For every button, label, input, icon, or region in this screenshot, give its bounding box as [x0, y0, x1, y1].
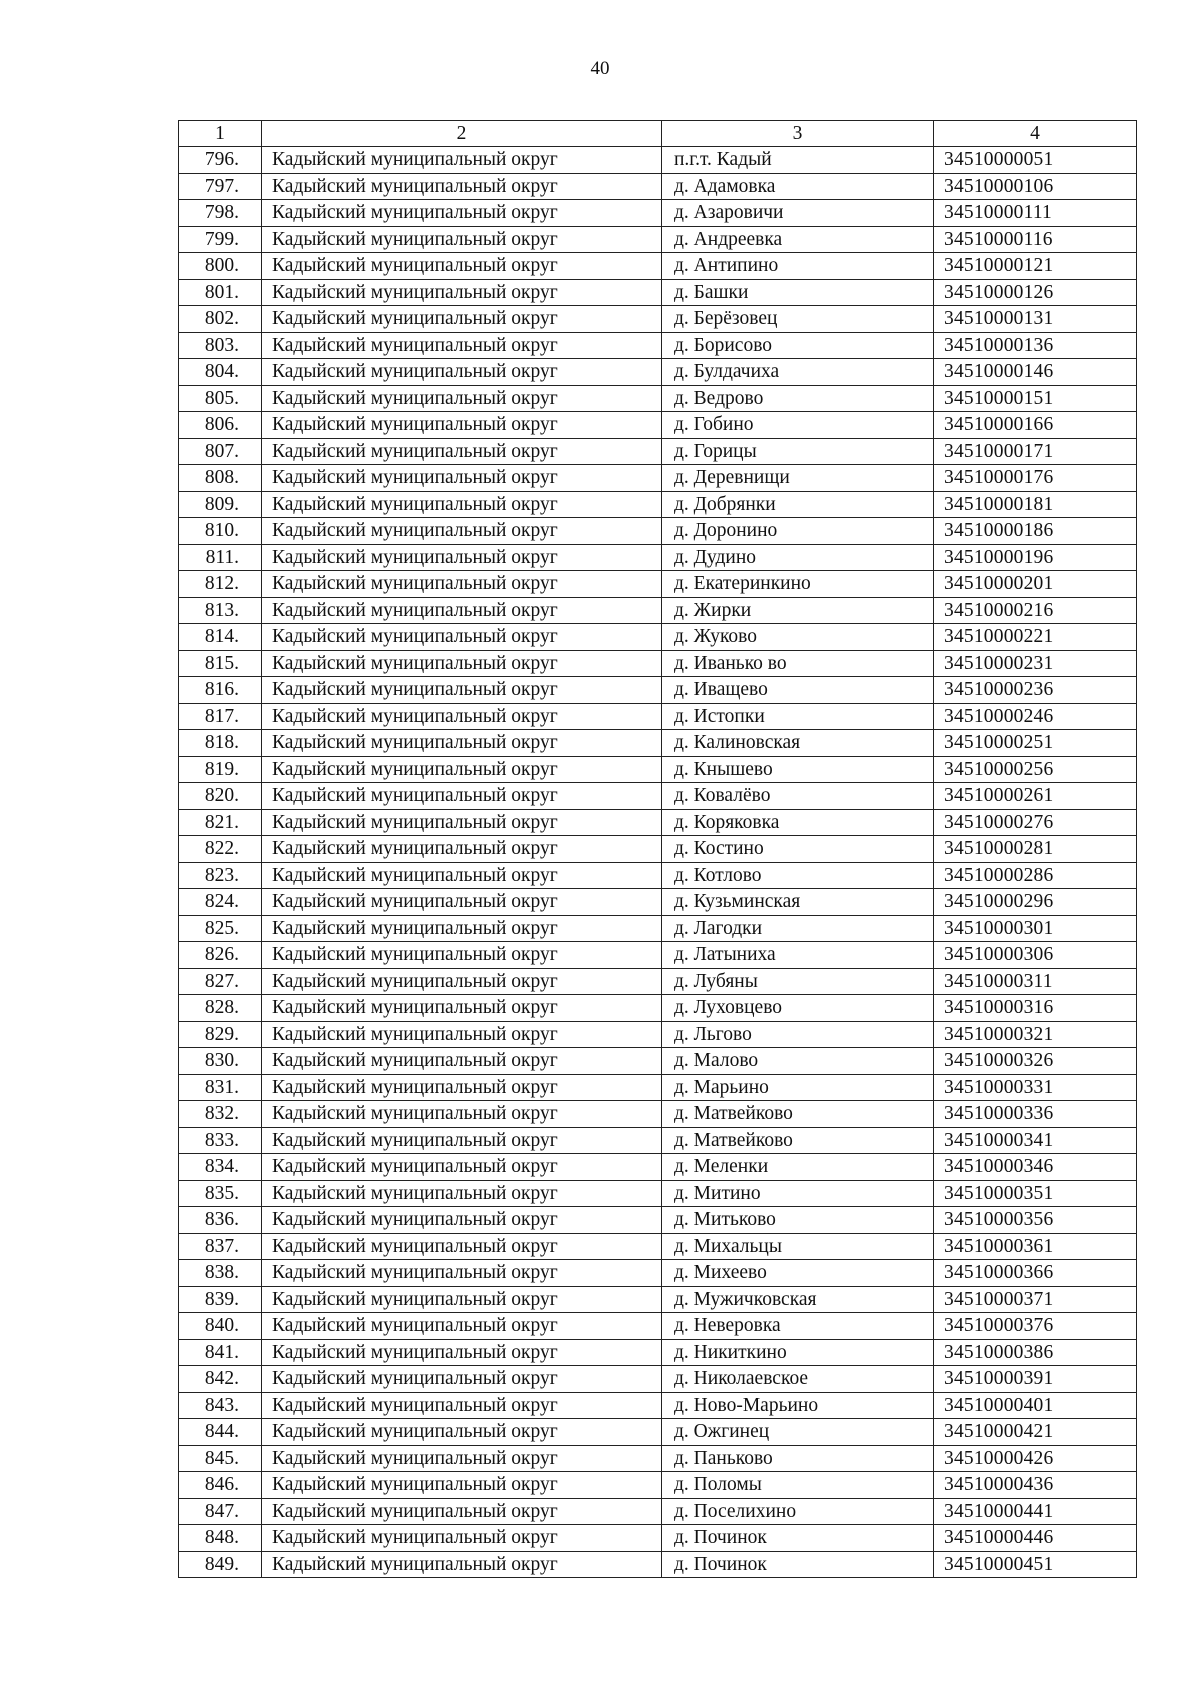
code-cell: 34510000301	[934, 915, 1137, 942]
table-row	[179, 253, 1137, 280]
district-cell: Кадыйский муниципальный округ	[262, 597, 662, 624]
row-number-cell: 845.	[179, 1445, 262, 1472]
table-row	[179, 1419, 1137, 1446]
table-row	[179, 1260, 1137, 1287]
row-number-cell: 838.	[179, 1260, 262, 1287]
settlement-cell: д. Мужичковская	[662, 1286, 934, 1313]
row-number-cell: 817.	[179, 703, 262, 730]
code-cell: 34510000401	[934, 1392, 1137, 1419]
row-number-cell: 808.	[179, 465, 262, 492]
district-cell: Кадыйский муниципальный округ	[262, 783, 662, 810]
row-number-cell: 810.	[179, 518, 262, 545]
table-row	[179, 359, 1137, 386]
row-number-cell: 813.	[179, 597, 262, 624]
district-cell: Кадыйский муниципальный округ	[262, 1525, 662, 1552]
settlement-cell: д. Коряковка	[662, 809, 934, 836]
settlement-cell: д. Латыниха	[662, 942, 934, 969]
header-cell-code: 4	[934, 121, 1137, 147]
row-number-cell: 816.	[179, 677, 262, 704]
settlement-cell: д. Михеево	[662, 1260, 934, 1287]
table-row	[179, 624, 1137, 651]
district-cell: Кадыйский муниципальный округ	[262, 1101, 662, 1128]
table-row	[179, 571, 1137, 598]
table-row	[179, 1525, 1137, 1552]
row-number-cell: 804.	[179, 359, 262, 386]
settlement-cell: д. Булдачиха	[662, 359, 934, 386]
settlement-cell: д. Матвейково	[662, 1127, 934, 1154]
code-cell: 34510000436	[934, 1472, 1137, 1499]
district-cell: Кадыйский муниципальный округ	[262, 809, 662, 836]
settlement-cell: д. Жуково	[662, 624, 934, 651]
table-row	[179, 491, 1137, 518]
code-cell: 34510000231	[934, 650, 1137, 677]
district-cell: Кадыйский муниципальный округ	[262, 1260, 662, 1287]
table-row	[179, 650, 1137, 677]
district-cell: Кадыйский муниципальный округ	[262, 1339, 662, 1366]
district-cell: Кадыйский муниципальный округ	[262, 889, 662, 916]
district-cell: Кадыйский муниципальный округ	[262, 306, 662, 333]
district-cell: Кадыйский муниципальный округ	[262, 1392, 662, 1419]
settlement-cell: д. Ковалёво	[662, 783, 934, 810]
code-cell: 34510000261	[934, 783, 1137, 810]
table-row	[179, 915, 1137, 942]
header-cell-district: 2	[262, 121, 662, 147]
row-number-cell: 823.	[179, 862, 262, 889]
district-cell: Кадыйский муниципальный округ	[262, 624, 662, 651]
row-number-cell: 801.	[179, 279, 262, 306]
row-number-cell: 839.	[179, 1286, 262, 1313]
code-cell: 34510000421	[934, 1419, 1137, 1446]
settlement-cell: д. Берёзовец	[662, 306, 934, 333]
table-row	[179, 1180, 1137, 1207]
settlement-cell: д. Борисово	[662, 332, 934, 359]
table-row	[179, 385, 1137, 412]
district-cell: Кадыйский муниципальный округ	[262, 730, 662, 757]
district-cell: Кадыйский муниципальный округ	[262, 359, 662, 386]
code-cell: 34510000106	[934, 173, 1137, 200]
settlement-cell: д. Котлово	[662, 862, 934, 889]
table-row	[179, 332, 1137, 359]
row-number-cell: 820.	[179, 783, 262, 810]
code-cell: 34510000196	[934, 544, 1137, 571]
row-number-cell: 824.	[179, 889, 262, 916]
code-cell: 34510000346	[934, 1154, 1137, 1181]
page-number: 40	[590, 58, 610, 79]
settlement-cell: д. Митино	[662, 1180, 934, 1207]
settlement-cell: д. Починок	[662, 1551, 934, 1578]
code-cell: 34510000281	[934, 836, 1137, 863]
code-cell: 34510000131	[934, 306, 1137, 333]
row-number-cell: 841.	[179, 1339, 262, 1366]
code-cell: 34510000176	[934, 465, 1137, 492]
settlement-cell: д. Лубяны	[662, 968, 934, 995]
row-number-cell: 832.	[179, 1101, 262, 1128]
settlement-cell: д. Истопки	[662, 703, 934, 730]
code-cell: 34510000326	[934, 1048, 1137, 1075]
code-cell: 34510000221	[934, 624, 1137, 651]
settlement-cell: д. Льгово	[662, 1021, 934, 1048]
code-cell: 34510000051	[934, 147, 1137, 174]
row-number-cell: 811.	[179, 544, 262, 571]
settlement-cell: д. Митьково	[662, 1207, 934, 1234]
settlement-cell: д. Андреевка	[662, 226, 934, 253]
row-number-cell: 806.	[179, 412, 262, 439]
table-row	[179, 147, 1137, 174]
code-cell: 34510000151	[934, 385, 1137, 412]
table-header-row	[179, 121, 1137, 147]
district-cell: Кадыйский муниципальный округ	[262, 438, 662, 465]
code-cell: 34510000391	[934, 1366, 1137, 1393]
district-cell: Кадыйский муниципальный округ	[262, 1366, 662, 1393]
code-cell: 34510000356	[934, 1207, 1137, 1234]
settlement-cell: д. Лагодки	[662, 915, 934, 942]
row-number-cell: 830.	[179, 1048, 262, 1075]
header-cell-settlement: 3	[662, 121, 934, 147]
settlement-cell: д. Ожгинец	[662, 1419, 934, 1446]
table-row	[179, 279, 1137, 306]
district-cell: Кадыйский муниципальный округ	[262, 279, 662, 306]
table-row	[179, 1233, 1137, 1260]
row-number-cell: 796.	[179, 147, 262, 174]
code-cell: 34510000311	[934, 968, 1137, 995]
row-number-cell: 815.	[179, 650, 262, 677]
row-number-cell: 819.	[179, 756, 262, 783]
table-row	[179, 677, 1137, 704]
code-cell: 34510000316	[934, 995, 1137, 1022]
row-number-cell: 847.	[179, 1498, 262, 1525]
settlement-cell: д. Иващево	[662, 677, 934, 704]
district-cell: Кадыйский муниципальный округ	[262, 703, 662, 730]
settlement-cell: д. Добрянки	[662, 491, 934, 518]
row-number-cell: 842.	[179, 1366, 262, 1393]
code-cell: 34510000166	[934, 412, 1137, 439]
code-cell: 34510000286	[934, 862, 1137, 889]
row-number-cell: 802.	[179, 306, 262, 333]
code-cell: 34510000386	[934, 1339, 1137, 1366]
district-cell: Кадыйский муниципальный округ	[262, 1419, 662, 1446]
table-row	[179, 1207, 1137, 1234]
district-cell: Кадыйский муниципальный округ	[262, 862, 662, 889]
code-cell: 34510000361	[934, 1233, 1137, 1260]
district-cell: Кадыйский муниципальный округ	[262, 465, 662, 492]
code-cell: 34510000376	[934, 1313, 1137, 1340]
settlement-cell: д. Башки	[662, 279, 934, 306]
district-cell: Кадыйский муниципальный округ	[262, 1472, 662, 1499]
settlement-cell: д. Луховцево	[662, 995, 934, 1022]
settlement-cell: д. Горицы	[662, 438, 934, 465]
row-number-cell: 837.	[179, 1233, 262, 1260]
code-cell: 34510000446	[934, 1525, 1137, 1552]
row-number-cell: 814.	[179, 624, 262, 651]
district-cell: Кадыйский муниципальный округ	[262, 836, 662, 863]
settlement-cell: д. Екатеринкино	[662, 571, 934, 598]
table-row	[179, 226, 1137, 253]
code-cell: 34510000136	[934, 332, 1137, 359]
code-cell: 34510000371	[934, 1286, 1137, 1313]
table-row	[179, 836, 1137, 863]
district-cell: Кадыйский муниципальный округ	[262, 1286, 662, 1313]
row-number-cell: 798.	[179, 200, 262, 227]
row-number-cell: 821.	[179, 809, 262, 836]
district-cell: Кадыйский муниципальный округ	[262, 518, 662, 545]
district-cell: Кадыйский муниципальный округ	[262, 1048, 662, 1075]
district-cell: Кадыйский муниципальный округ	[262, 412, 662, 439]
row-number-cell: 800.	[179, 253, 262, 280]
district-cell: Кадыйский муниципальный округ	[262, 226, 662, 253]
district-cell: Кадыйский муниципальный округ	[262, 1313, 662, 1340]
row-number-cell: 803.	[179, 332, 262, 359]
row-number-cell: 831.	[179, 1074, 262, 1101]
code-cell: 34510000426	[934, 1445, 1137, 1472]
settlement-cell: д. Меленки	[662, 1154, 934, 1181]
table-row	[179, 438, 1137, 465]
row-number-cell: 834.	[179, 1154, 262, 1181]
row-number-cell: 807.	[179, 438, 262, 465]
code-cell: 34510000246	[934, 703, 1137, 730]
district-cell: Кадыйский муниципальный округ	[262, 677, 662, 704]
row-number-cell: 809.	[179, 491, 262, 518]
district-cell: Кадыйский муниципальный округ	[262, 968, 662, 995]
code-cell: 34510000351	[934, 1180, 1137, 1207]
settlement-cell: д. Матвейково	[662, 1101, 934, 1128]
settlement-cell: д. Иванько во	[662, 650, 934, 677]
district-cell: Кадыйский муниципальный округ	[262, 1233, 662, 1260]
district-cell: Кадыйский муниципальный округ	[262, 332, 662, 359]
code-cell: 34510000306	[934, 942, 1137, 969]
district-cell: Кадыйский муниципальный округ	[262, 571, 662, 598]
code-cell: 34510000116	[934, 226, 1137, 253]
row-number-cell: 805.	[179, 385, 262, 412]
district-cell: Кадыйский муниципальный округ	[262, 253, 662, 280]
row-number-cell: 835.	[179, 1180, 262, 1207]
settlement-cell: д. Ведрово	[662, 385, 934, 412]
table-row	[179, 756, 1137, 783]
table-row	[179, 1472, 1137, 1499]
code-cell: 34510000121	[934, 253, 1137, 280]
table-row	[179, 1021, 1137, 1048]
row-number-cell: 812.	[179, 571, 262, 598]
row-number-cell: 826.	[179, 942, 262, 969]
district-cell: Кадыйский муниципальный округ	[262, 1498, 662, 1525]
table-row	[179, 1366, 1137, 1393]
settlement-cell: д. Малово	[662, 1048, 934, 1075]
settlement-cell: п.г.т. Кадый	[662, 147, 934, 174]
district-cell: Кадыйский муниципальный округ	[262, 173, 662, 200]
code-cell: 34510000251	[934, 730, 1137, 757]
code-cell: 34510000111	[934, 200, 1137, 227]
row-number-cell: 828.	[179, 995, 262, 1022]
settlement-cell: д. Кузьминская	[662, 889, 934, 916]
district-cell: Кадыйский муниципальный округ	[262, 650, 662, 677]
row-number-cell: 829.	[179, 1021, 262, 1048]
table-row	[179, 783, 1137, 810]
code-cell: 34510000451	[934, 1551, 1137, 1578]
table-row	[179, 1498, 1137, 1525]
district-cell: Кадыйский муниципальный округ	[262, 1551, 662, 1578]
district-cell: Кадыйский муниципальный округ	[262, 491, 662, 518]
code-cell: 34510000441	[934, 1498, 1137, 1525]
district-cell: Кадыйский муниципальный округ	[262, 200, 662, 227]
settlement-cell: д. Азаровичи	[662, 200, 934, 227]
settlement-cell: д. Николаевское	[662, 1366, 934, 1393]
district-cell: Кадыйский муниципальный округ	[262, 756, 662, 783]
table-row	[179, 1551, 1137, 1578]
code-cell: 34510000366	[934, 1260, 1137, 1287]
settlement-cell: д. Доронино	[662, 518, 934, 545]
district-cell: Кадыйский муниципальный округ	[262, 544, 662, 571]
settlement-cell: д. Деревнищи	[662, 465, 934, 492]
row-number-cell: 846.	[179, 1472, 262, 1499]
settlement-cell: д. Неверовка	[662, 1313, 934, 1340]
row-number-cell: 833.	[179, 1127, 262, 1154]
settlement-cell: д. Марьино	[662, 1074, 934, 1101]
settlement-cell: д. Паньково	[662, 1445, 934, 1472]
code-cell: 34510000181	[934, 491, 1137, 518]
row-number-cell: 818.	[179, 730, 262, 757]
table-row	[179, 1339, 1137, 1366]
table-row	[179, 995, 1137, 1022]
table-row	[179, 1286, 1137, 1313]
district-cell: Кадыйский муниципальный округ	[262, 942, 662, 969]
table-row	[179, 200, 1137, 227]
code-cell: 34510000171	[934, 438, 1137, 465]
code-cell: 34510000201	[934, 571, 1137, 598]
code-cell: 34510000296	[934, 889, 1137, 916]
settlement-cell: д. Михальцы	[662, 1233, 934, 1260]
district-cell: Кадыйский муниципальный округ	[262, 1154, 662, 1181]
settlement-cell: д. Костино	[662, 836, 934, 863]
code-cell: 34510000331	[934, 1074, 1137, 1101]
code-cell: 34510000341	[934, 1127, 1137, 1154]
code-cell: 34510000216	[934, 597, 1137, 624]
table-row	[179, 412, 1137, 439]
settlement-cell: д. Гобино	[662, 412, 934, 439]
row-number-cell: 849.	[179, 1551, 262, 1578]
code-cell: 34510000146	[934, 359, 1137, 386]
district-cell: Кадыйский муниципальный округ	[262, 1021, 662, 1048]
settlements-table	[178, 120, 1137, 1578]
code-cell: 34510000276	[934, 809, 1137, 836]
table-row	[179, 862, 1137, 889]
settlement-cell: д. Жирки	[662, 597, 934, 624]
settlement-cell: д. Адамовка	[662, 173, 934, 200]
code-cell: 34510000236	[934, 677, 1137, 704]
table-row	[179, 1392, 1137, 1419]
district-cell: Кадыйский муниципальный округ	[262, 1074, 662, 1101]
table-row	[179, 1048, 1137, 1075]
district-cell: Кадыйский муниципальный округ	[262, 1207, 662, 1234]
table-row	[179, 809, 1137, 836]
settlement-cell: д. Поломы	[662, 1472, 934, 1499]
table-row	[179, 518, 1137, 545]
district-cell: Кадыйский муниципальный округ	[262, 1180, 662, 1207]
settlement-cell: д. Дудино	[662, 544, 934, 571]
table-row	[179, 306, 1137, 333]
row-number-cell: 797.	[179, 173, 262, 200]
table-row	[179, 942, 1137, 969]
table-row	[179, 1313, 1137, 1340]
district-cell: Кадыйский муниципальный округ	[262, 995, 662, 1022]
table-row	[179, 1154, 1137, 1181]
settlement-cell: д. Поселихино	[662, 1498, 934, 1525]
table-row	[179, 597, 1137, 624]
row-number-cell: 848.	[179, 1525, 262, 1552]
row-number-cell: 840.	[179, 1313, 262, 1340]
district-cell: Кадыйский муниципальный округ	[262, 1127, 662, 1154]
settlement-cell: д. Антипино	[662, 253, 934, 280]
table-row	[179, 1127, 1137, 1154]
row-number-cell: 843.	[179, 1392, 262, 1419]
settlement-cell: д. Починок	[662, 1525, 934, 1552]
row-number-cell: 827.	[179, 968, 262, 995]
district-cell: Кадыйский муниципальный округ	[262, 147, 662, 174]
settlement-cell: д. Ново-Марьино	[662, 1392, 934, 1419]
district-cell: Кадыйский муниципальный округ	[262, 385, 662, 412]
settlement-cell: д. Кнышево	[662, 756, 934, 783]
header-cell-number: 1	[179, 121, 262, 147]
table-row	[179, 1101, 1137, 1128]
row-number-cell: 844.	[179, 1419, 262, 1446]
table-row	[179, 703, 1137, 730]
table-row	[179, 730, 1137, 757]
district-cell: Кадыйский муниципальный округ	[262, 1445, 662, 1472]
row-number-cell: 836.	[179, 1207, 262, 1234]
table-body	[179, 147, 1137, 1578]
district-cell: Кадыйский муниципальный округ	[262, 915, 662, 942]
table-row	[179, 1445, 1137, 1472]
table-row	[179, 465, 1137, 492]
table-row	[179, 544, 1137, 571]
code-cell: 34510000256	[934, 756, 1137, 783]
row-number-cell: 822.	[179, 836, 262, 863]
table-row	[179, 1074, 1137, 1101]
row-number-cell: 825.	[179, 915, 262, 942]
code-cell: 34510000126	[934, 279, 1137, 306]
settlement-cell: д. Калиновская	[662, 730, 934, 757]
table-row	[179, 968, 1137, 995]
table-row	[179, 889, 1137, 916]
code-cell: 34510000336	[934, 1101, 1137, 1128]
row-number-cell: 799.	[179, 226, 262, 253]
settlement-cell: д. Никиткино	[662, 1339, 934, 1366]
table-row	[179, 173, 1137, 200]
code-cell: 34510000321	[934, 1021, 1137, 1048]
code-cell: 34510000186	[934, 518, 1137, 545]
